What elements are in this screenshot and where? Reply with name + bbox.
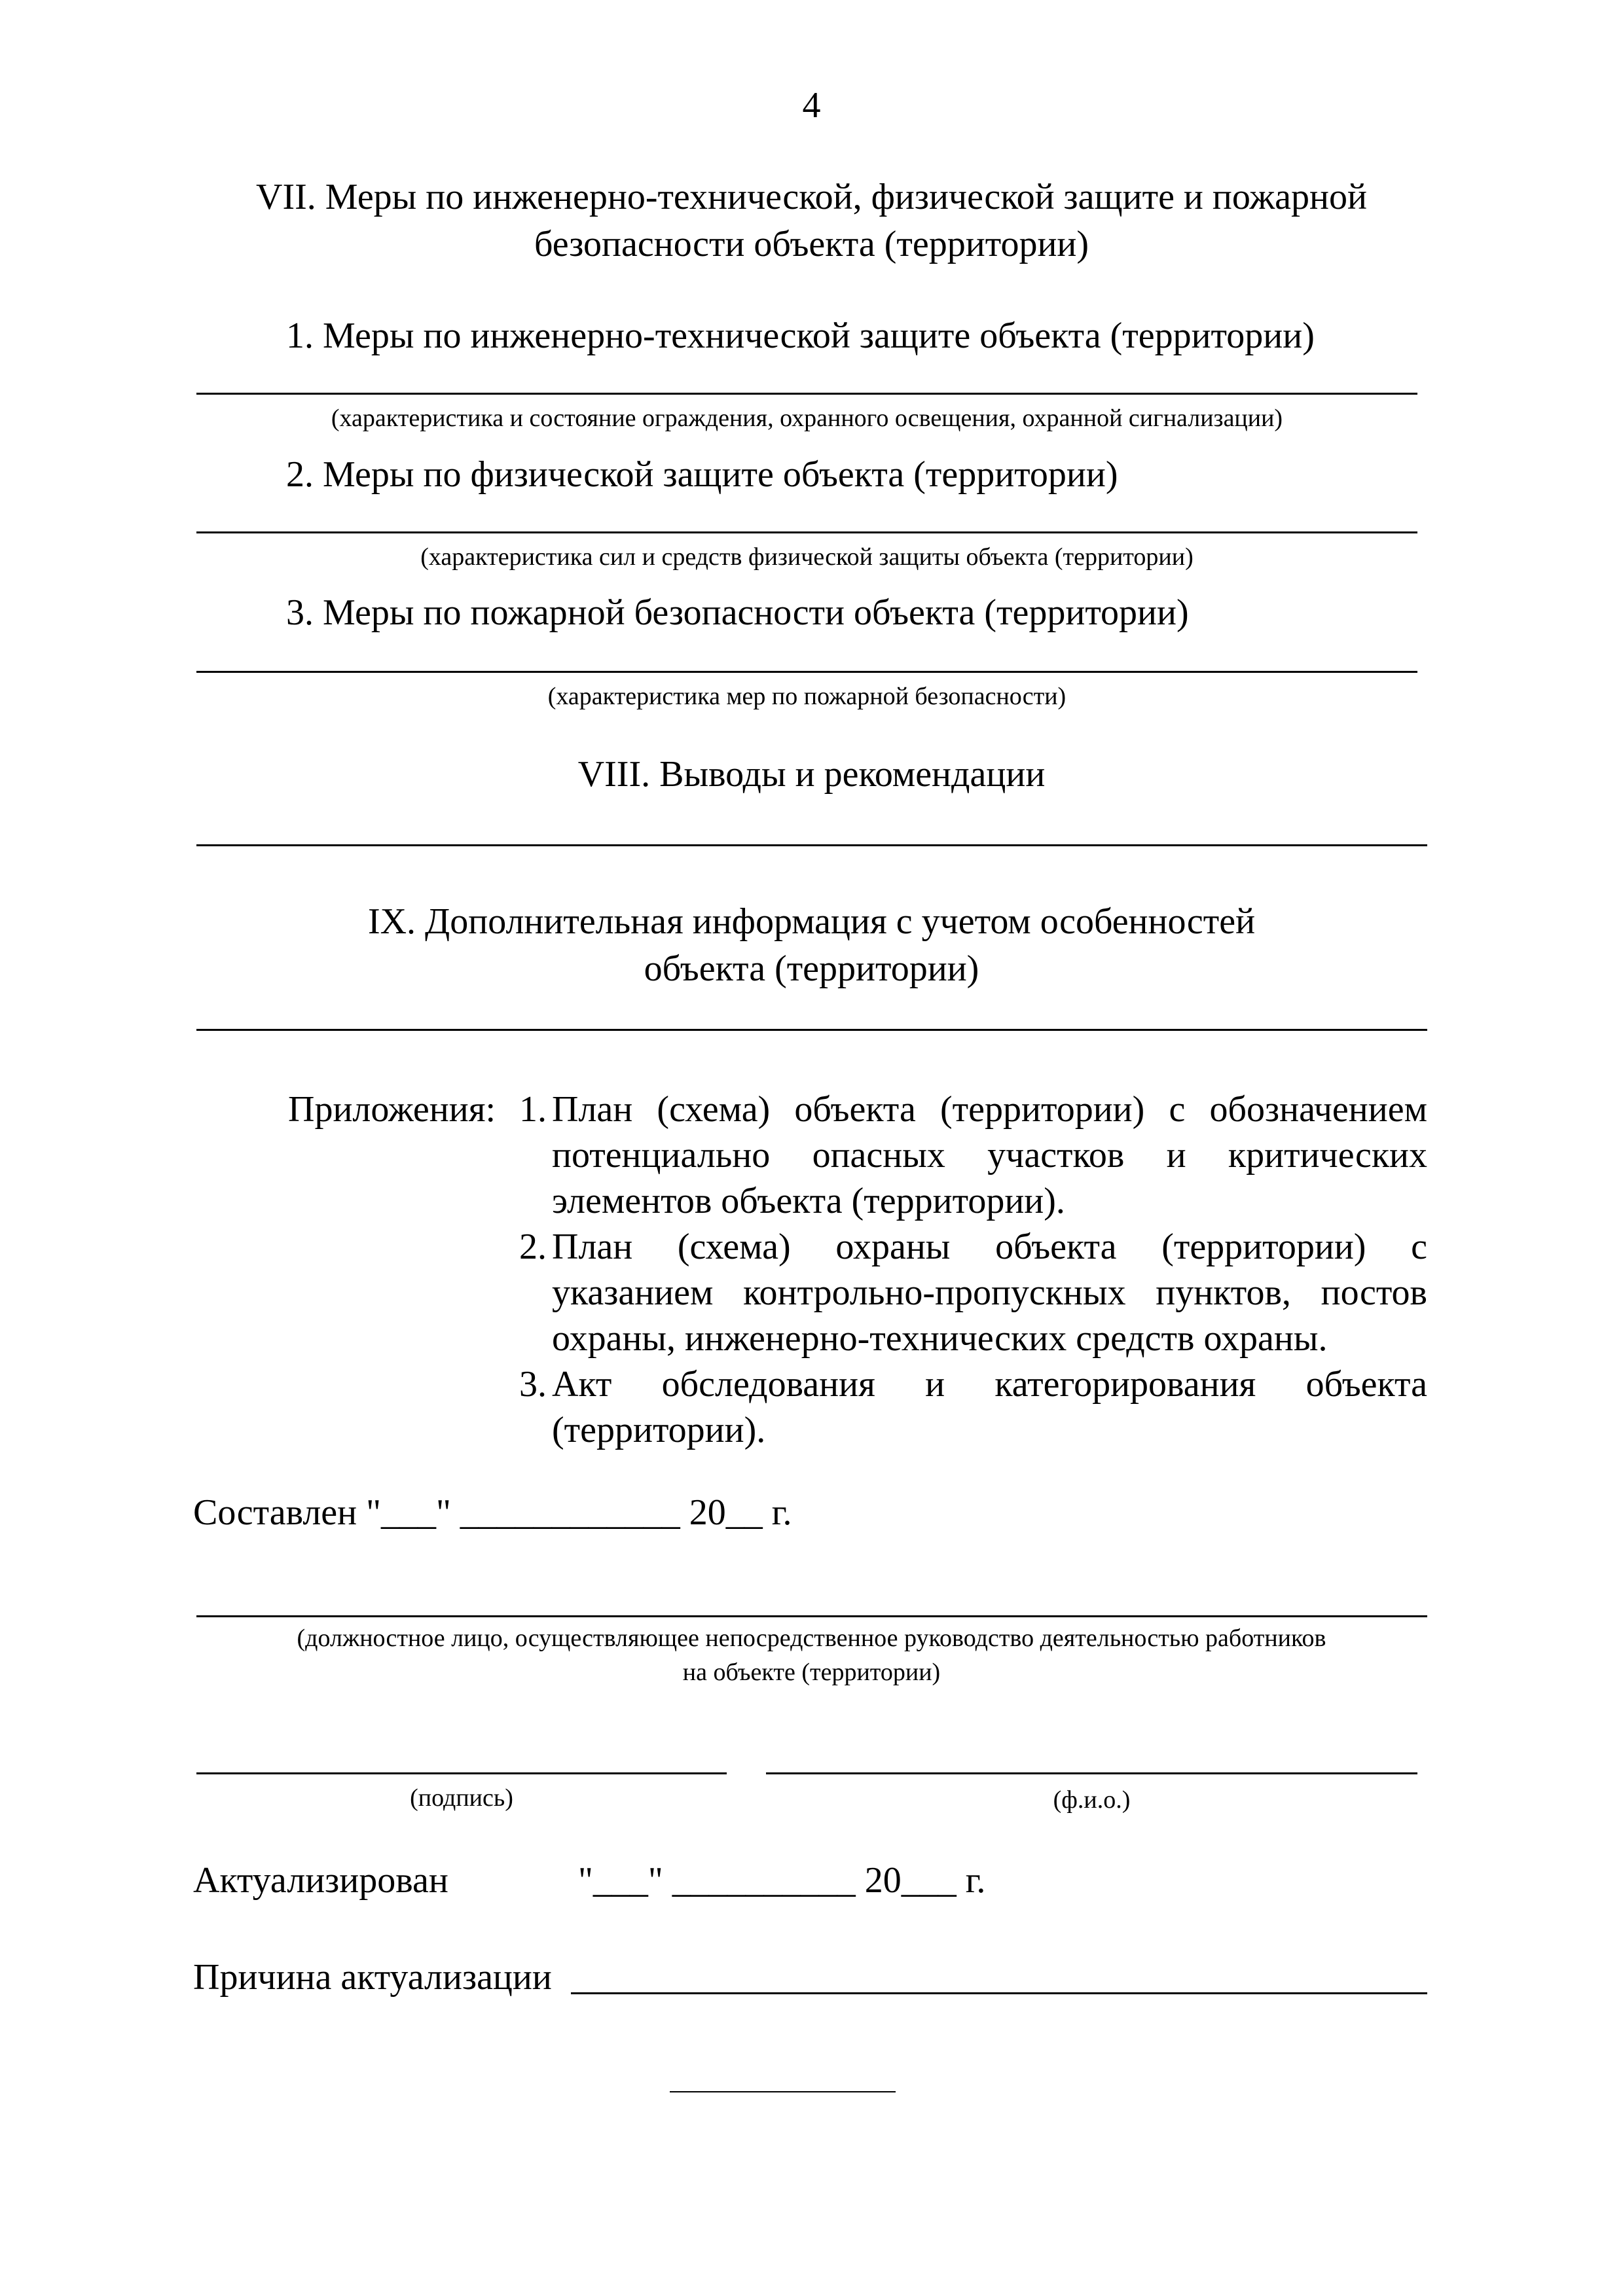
appendix-2-line-3: охраны, инженерно-технических средств охраны.	[552, 1318, 1328, 1359]
fire-safety-heading: 3. Меры по пожарной безопасности объекта (территории)	[286, 592, 1189, 633]
appendix-1-line-3: элементов объекта (территории).	[552, 1181, 1065, 1221]
section-7-title-line-1: VII. Меры по инженерно-технической, физической защите и пожарной	[256, 177, 1367, 217]
engineering-protection-fill-line[interactable]	[196, 393, 1417, 395]
official-fill-line[interactable]	[196, 1615, 1427, 1617]
appendix-2-line-2: указанием контрольно-пропускных пунктов, постов	[552, 1272, 1427, 1313]
physical-protection-fill-line[interactable]	[196, 531, 1417, 533]
signature-caption: (подпись)	[410, 1784, 513, 1812]
appendix-3-number: 3.	[519, 1364, 547, 1405]
full-name-caption: (ф.и.о.)	[1053, 1786, 1131, 1814]
official-caption-line-2: на объекте (территории)	[682, 1659, 941, 1686]
section-8-title: VIII. Выводы и рекомендации	[577, 754, 1046, 795]
engineering-protection-heading: 1. Меры по инженерно-технической защите объекта (территории)	[286, 315, 1315, 356]
engineering-protection-caption: (характеристика и состояние ограждения, охранного освещения, охранной сигнализации)	[331, 404, 1283, 432]
updated-date-line[interactable]: "___" __________ 20___ г.	[578, 1860, 986, 1901]
full-name-fill-line[interactable]	[766, 1772, 1417, 1774]
update-reason-label: Причина актуализации	[193, 1957, 552, 1998]
signature-fill-line[interactable]	[196, 1772, 727, 1774]
appendix-2-line-1: План (схема) охраны объекта (территории) с	[552, 1227, 1427, 1267]
end-separator	[670, 2091, 896, 2092]
additional-info-fill-line[interactable]	[196, 1029, 1427, 1031]
compiled-date-line[interactable]: Составлен "___" ____________ 20__ г.	[193, 1492, 792, 1533]
section-9-title-line-1: IX. Дополнительная информация с учетом особенностей	[367, 901, 1256, 942]
section-9-title-line-2: объекта (территории)	[644, 948, 979, 989]
section-7-title-line-2: безопасности объекта (территории)	[534, 224, 1089, 264]
appendices-label: Приложения:	[288, 1089, 496, 1130]
physical-protection-caption: (характеристика сил и средств физической защиты объекта (территории)	[420, 543, 1194, 571]
update-reason-fill-line[interactable]	[571, 1992, 1427, 1994]
appendix-2-number: 2.	[519, 1227, 547, 1267]
conclusions-fill-line[interactable]	[196, 844, 1427, 846]
appendix-1-line-2: потенциально опасных участков и критических	[552, 1135, 1427, 1175]
appendix-3-line-1: Акт обследования и категорирования объекта	[552, 1364, 1427, 1405]
fire-safety-caption: (характеристика мер по пожарной безопасности)	[547, 683, 1067, 710]
updated-label: Актуализирован	[193, 1860, 448, 1901]
official-caption-line-1: (должностное лицо, осуществляющее непосредственное руководство деятельностью работников	[297, 1624, 1326, 1652]
physical-protection-heading: 2. Меры по физической защите объекта (территории)	[286, 454, 1118, 495]
appendix-3-line-2: (территории).	[552, 1410, 766, 1450]
fire-safety-fill-line[interactable]	[196, 671, 1417, 673]
appendix-1-line-1: План (схема) объекта (территории) с обозначением	[552, 1089, 1427, 1130]
page-number: 4	[802, 85, 821, 126]
appendix-1-number: 1.	[519, 1089, 547, 1130]
